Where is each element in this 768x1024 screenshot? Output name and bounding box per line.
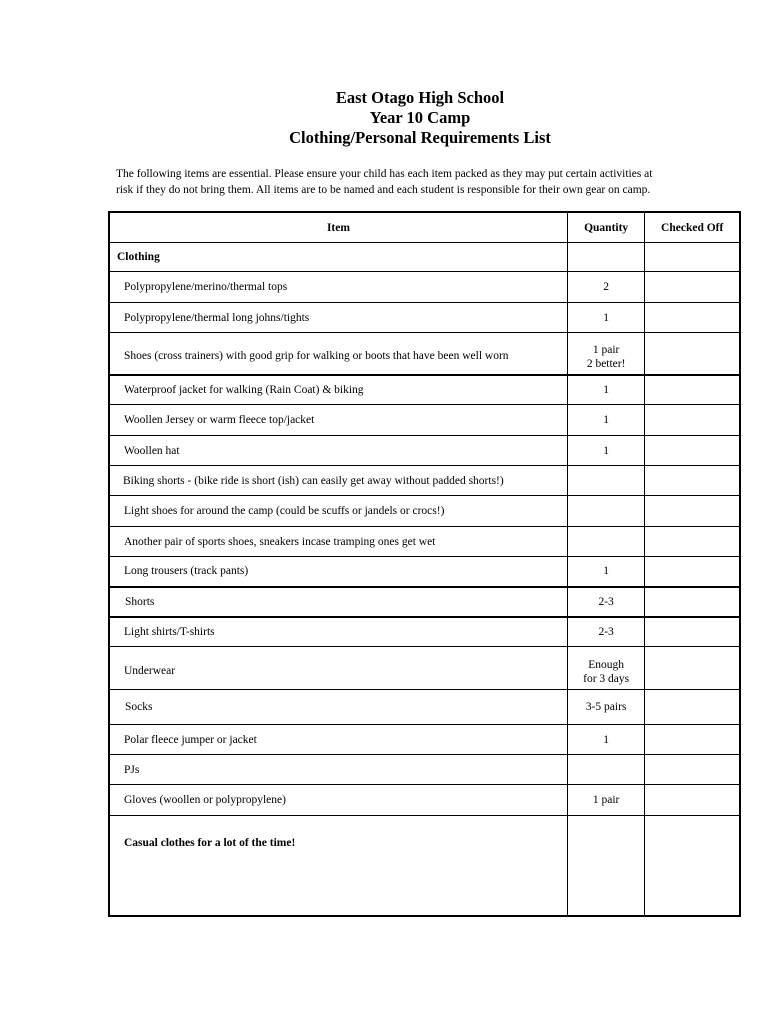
quantity-cell <box>567 755 644 785</box>
quantity-cell: 2 <box>567 272 644 303</box>
quantity-cell: 1 pair 2 better! <box>567 333 644 375</box>
item-cell: Woollen Jersey or warm fleece top/jacket <box>109 405 567 436</box>
item-cell: Gloves (woollen or polypropylene) <box>109 785 567 816</box>
table-row <box>109 587 740 617</box>
section-row <box>109 243 740 272</box>
item-cell: Shoes (cross trainers) with good grip for walking or boots that have been well worn <box>109 333 567 375</box>
quantity-cell <box>567 466 644 496</box>
column-header-checked-off: Checked Off <box>645 212 740 243</box>
quantity-cell: 1 <box>567 405 644 436</box>
item-cell: Waterproof jacket for walking (Rain Coat) & biking <box>109 375 567 405</box>
table-row <box>109 647 740 690</box>
column-header-quantity: Quantity <box>567 212 644 243</box>
event-name: Year 10 Camp <box>369 108 471 127</box>
check-cell[interactable] <box>645 272 740 303</box>
table-row <box>109 303 740 333</box>
quantity-cell: 2-3 <box>567 617 644 647</box>
check-cell[interactable] <box>645 755 740 785</box>
item-cell: Polypropylene/merino/thermal tops <box>109 272 567 303</box>
item-cell: Socks <box>109 690 567 725</box>
check-cell[interactable] <box>645 375 740 405</box>
check-cell[interactable] <box>645 690 740 725</box>
check-cell[interactable] <box>645 785 740 816</box>
check-cell[interactable] <box>645 557 740 587</box>
check-cell[interactable] <box>645 405 740 436</box>
closing-note: Casual clothes for a lot of the time! <box>109 816 567 916</box>
table-row <box>109 785 740 816</box>
table-row <box>109 333 740 375</box>
table-row <box>109 725 740 755</box>
table-row <box>109 375 740 405</box>
document-title <box>0 88 768 148</box>
section-label: Clothing <box>109 243 567 272</box>
quantity-cell: 1 <box>567 375 644 405</box>
item-cell: Long trousers (track pants) <box>109 557 567 587</box>
table-row <box>109 557 740 587</box>
item-cell: Light shirts/T-shirts <box>109 617 567 647</box>
check-cell[interactable] <box>645 647 740 690</box>
column-header-item: Item <box>109 212 567 243</box>
item-cell: Woollen hat <box>109 436 567 466</box>
check-cell[interactable] <box>645 466 740 496</box>
table-row <box>109 496 740 527</box>
quantity-cell <box>567 496 644 527</box>
quantity-cell: 3-5 pairs <box>567 690 644 725</box>
table-row <box>109 436 740 466</box>
table-row <box>109 816 740 916</box>
item-cell: Polar fleece jumper or jacket <box>109 725 567 755</box>
check-cell[interactable] <box>645 816 740 916</box>
requirements-table <box>108 211 741 917</box>
table-header-row <box>109 212 740 243</box>
check-cell[interactable] <box>645 617 740 647</box>
item-cell: Biking shorts - (bike ride is short (ish) can easily get away without padded shorts!) <box>109 466 567 496</box>
quantity-cell: 1 <box>567 557 644 587</box>
check-cell[interactable] <box>645 725 740 755</box>
check-cell[interactable] <box>645 303 740 333</box>
quantity-cell: 1 <box>567 303 644 333</box>
item-cell: Polypropylene/thermal long johns/tights <box>109 303 567 333</box>
intro-paragraph: The following items are essential. Please ensure your child has each item packed as they may put certain activities at risk if they do not bring them. All items are to be named and each student is responsible for their own gear on camp. <box>116 168 653 196</box>
quantity-cell: 1 <box>567 725 644 755</box>
item-cell: Another pair of sports shoes, sneakers incase tramping ones get wet <box>109 527 567 557</box>
check-cell[interactable] <box>645 333 740 375</box>
item-cell: PJs <box>109 755 567 785</box>
item-cell: Light shoes for around the camp (could be scuffs or jandels or crocs!) <box>109 496 567 527</box>
check-cell[interactable] <box>645 436 740 466</box>
school-name: East Otago High School <box>335 88 505 107</box>
table-row <box>109 755 740 785</box>
check-cell[interactable] <box>645 243 740 272</box>
table-row <box>109 617 740 647</box>
table-row <box>109 405 740 436</box>
table-row <box>109 527 740 557</box>
quantity-cell <box>567 816 644 916</box>
table-row <box>109 690 740 725</box>
table-row <box>109 466 740 496</box>
item-cell: Shorts <box>109 587 567 617</box>
quantity-cell: 2-3 <box>567 587 644 617</box>
quantity-cell: 1 pair <box>567 785 644 816</box>
check-cell[interactable] <box>645 496 740 527</box>
check-cell[interactable] <box>645 587 740 617</box>
check-cell[interactable] <box>645 527 740 557</box>
table-row <box>109 272 740 303</box>
quantity-cell: 1 <box>567 436 644 466</box>
quantity-cell: Enough for 3 days <box>567 647 644 690</box>
item-cell: Underwear <box>109 647 567 690</box>
quantity-cell <box>567 527 644 557</box>
list-title: Clothing/Personal Requirements List <box>289 128 551 147</box>
